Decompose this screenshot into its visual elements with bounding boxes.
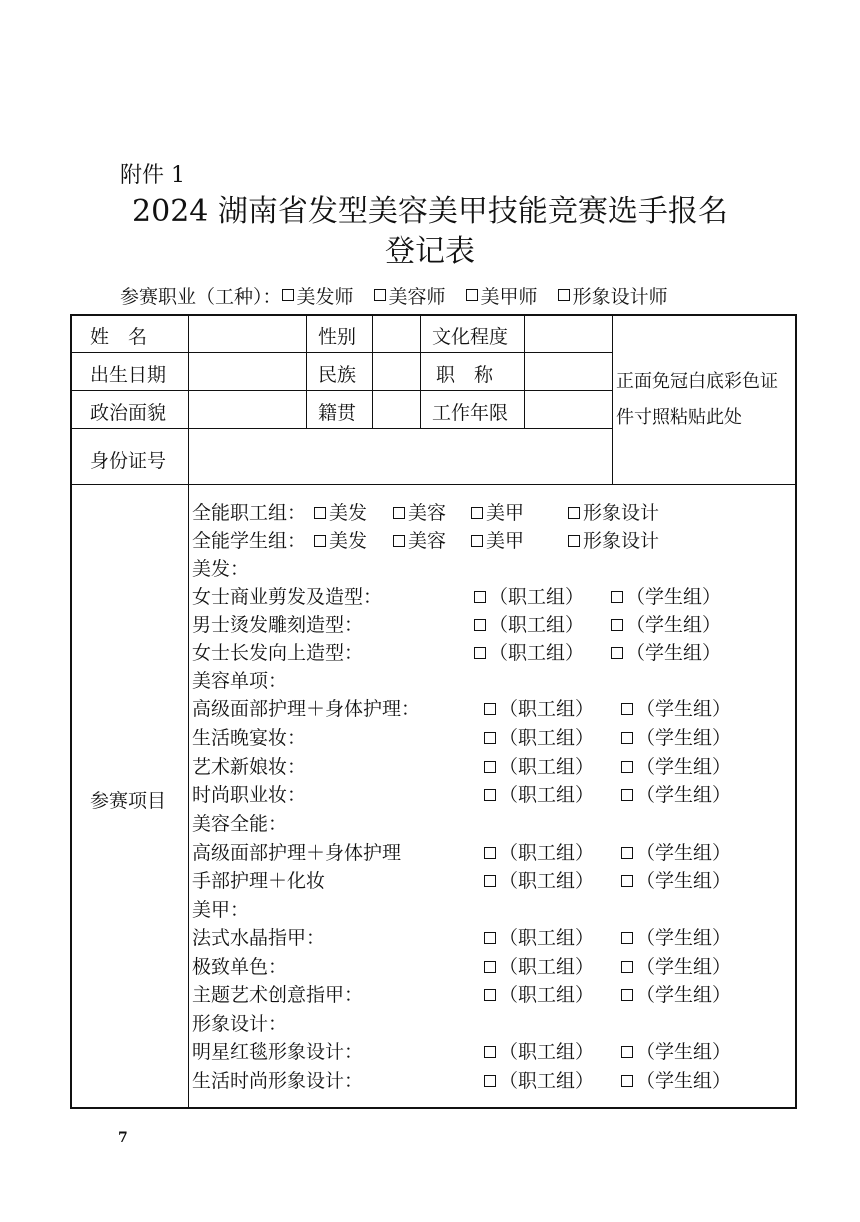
checkbox[interactable]	[484, 1075, 496, 1087]
student-group-option[interactable]: （学生组）	[621, 1037, 731, 1064]
staff-group-option[interactable]: （职工组）	[484, 923, 594, 950]
col-divider	[612, 314, 613, 484]
name-label: 姓 名	[90, 326, 148, 348]
group-heading: 美容单项：	[192, 670, 288, 692]
checkbox[interactable]	[621, 789, 633, 801]
form-title: 2024 湖南省发型美容美甲技能竞赛选手报名	[132, 194, 728, 229]
native-place-label: 籍贯	[318, 402, 357, 424]
checkbox[interactable]	[568, 507, 580, 519]
allround-option[interactable]: 美发	[314, 498, 367, 525]
checkbox[interactable]	[611, 591, 623, 603]
allround-option[interactable]: 美容	[393, 526, 446, 553]
checkbox[interactable]	[484, 875, 496, 887]
staff-group-option[interactable]: （职工组）	[484, 952, 594, 979]
group-heading: 美容全能：	[192, 813, 288, 835]
checkbox[interactable]	[611, 619, 623, 631]
student-group-option[interactable]: （学生组）	[611, 582, 721, 609]
staff-group-option[interactable]: （职工组）	[484, 866, 594, 893]
checkbox[interactable]	[474, 647, 486, 659]
staff-group-option[interactable]: （职工组）	[484, 1066, 594, 1093]
checkbox[interactable]	[558, 289, 570, 301]
occupation-label: 参赛职业（工种）：	[120, 286, 282, 308]
staff-group-option[interactable]: （职工组）	[474, 582, 584, 609]
checkbox[interactable]	[568, 535, 580, 547]
col-divider	[524, 314, 525, 428]
occupation-row	[120, 282, 688, 309]
checkbox[interactable]	[314, 507, 326, 519]
staff-group-option[interactable]: （职工组）	[474, 610, 584, 637]
allround-option[interactable]: 美甲	[471, 526, 524, 553]
checkbox[interactable]	[484, 761, 496, 773]
student-group-option[interactable]: （学生组）	[621, 1066, 731, 1093]
checkbox[interactable]	[282, 289, 294, 301]
occupation-option-manicurist[interactable]: 美甲师	[466, 282, 538, 309]
checkbox[interactable]	[314, 535, 326, 547]
id-number-label: 身份证号	[90, 450, 167, 472]
student-group-option[interactable]: （学生组）	[621, 980, 731, 1007]
student-group-option[interactable]: （学生组）	[621, 752, 731, 779]
staff-group-option[interactable]: （职工组）	[484, 1037, 594, 1064]
student-group-option[interactable]: （学生组）	[621, 866, 731, 893]
education-label: 文化程度	[432, 326, 509, 348]
group-heading: 形象设计：	[192, 1013, 288, 1035]
allround-label: 全能学生组：	[192, 530, 307, 552]
checkbox[interactable]	[621, 875, 633, 887]
staff-group-option[interactable]: （职工组）	[484, 694, 594, 721]
event-item-label: 女士长发向上造型：	[192, 642, 364, 664]
occupation-option-image-designer[interactable]: 形象设计师	[558, 282, 668, 309]
form-title-line2: 登记表	[385, 234, 475, 269]
allround-option[interactable]: 美发	[314, 526, 367, 553]
checkbox[interactable]	[484, 1046, 496, 1058]
student-group-option[interactable]: （学生组）	[621, 694, 731, 721]
event-item-label: 高级面部护理＋身体护理：	[192, 698, 421, 720]
checkbox[interactable]	[621, 732, 633, 744]
allround-option[interactable]: 美容	[393, 498, 446, 525]
student-group-option[interactable]: （学生组）	[621, 838, 731, 865]
staff-group-option[interactable]: （职工组）	[484, 752, 594, 779]
row-divider	[70, 352, 612, 353]
checkbox[interactable]	[484, 932, 496, 944]
checkbox[interactable]	[621, 703, 633, 715]
checkbox[interactable]	[621, 1075, 633, 1087]
col-divider	[372, 314, 373, 428]
checkbox[interactable]	[484, 732, 496, 744]
event-item-label: 艺术新娘妆：	[192, 756, 307, 778]
checkbox[interactable]	[621, 1046, 633, 1058]
allround-option[interactable]: 形象设计	[568, 526, 659, 553]
event-item-label: 明星红毯形象设计：	[192, 1041, 364, 1063]
col-divider	[306, 314, 307, 428]
checkbox[interactable]	[474, 591, 486, 603]
student-group-option[interactable]: （学生组）	[611, 638, 721, 665]
occupation-option-hairdresser[interactable]: 美发师	[282, 282, 354, 309]
occupation-option-beautician[interactable]: 美容师	[374, 282, 446, 309]
photo-area: 正面免冠白底彩色证件寸照粘贴此处	[616, 371, 778, 428]
checkbox[interactable]	[611, 647, 623, 659]
gender-label: 性别	[318, 326, 357, 348]
event-item-label: 时尚职业妆：	[192, 784, 307, 806]
checkbox[interactable]	[374, 289, 386, 301]
row-divider	[70, 390, 612, 391]
event-item-label: 生活时尚形象设计：	[192, 1070, 364, 1092]
checkbox[interactable]	[484, 847, 496, 859]
checkbox[interactable]	[484, 789, 496, 801]
staff-group-option[interactable]: （职工组）	[484, 780, 594, 807]
work-years-label: 工作年限	[432, 402, 509, 424]
checkbox[interactable]	[466, 289, 478, 301]
checkbox[interactable]	[471, 507, 483, 519]
staff-group-option[interactable]: （职工组）	[484, 980, 594, 1007]
allround-option[interactable]: 形象设计	[568, 498, 659, 525]
student-group-option[interactable]: （学生组）	[621, 923, 731, 950]
checkbox[interactable]	[393, 507, 405, 519]
checkbox[interactable]	[621, 847, 633, 859]
checkbox[interactable]	[484, 703, 496, 715]
staff-group-option[interactable]: （职工组）	[484, 838, 594, 865]
event-item-label: 法式水晶指甲：	[192, 927, 326, 949]
event-item-label: 极致单色：	[192, 956, 288, 978]
job-title-label: 职 称	[436, 364, 494, 386]
event-item-label: 男士烫发雕刻造型：	[192, 614, 364, 636]
checkbox[interactable]	[621, 932, 633, 944]
attachment-label: 附件 1	[120, 163, 185, 188]
col-divider	[188, 314, 189, 1109]
student-group-option[interactable]: （学生组）	[621, 780, 731, 807]
checkbox[interactable]	[621, 761, 633, 773]
checkbox[interactable]	[621, 961, 633, 973]
checkbox[interactable]	[474, 619, 486, 631]
staff-group-option[interactable]: （职工组）	[484, 723, 594, 750]
event-item-label: 生活晚宴妆：	[192, 727, 307, 749]
event-item-label: 女士商业剪发及造型：	[192, 586, 383, 608]
allround-option[interactable]: 美甲	[471, 498, 524, 525]
event-item-label: 手部护理＋化妆	[192, 870, 326, 892]
col-divider	[420, 314, 421, 428]
row-divider	[70, 428, 612, 429]
row-divider	[70, 484, 797, 485]
birthdate-label: 出生日期	[90, 364, 167, 386]
page-number: 7	[118, 1130, 128, 1146]
checkbox[interactable]	[471, 535, 483, 547]
checkbox[interactable]	[484, 989, 496, 1001]
group-heading: 美甲：	[192, 899, 250, 921]
checkbox[interactable]	[393, 535, 405, 547]
student-group-option[interactable]: （学生组）	[621, 723, 731, 750]
ethnicity-label: 民族	[318, 364, 357, 386]
allround-label: 全能职工组：	[192, 502, 307, 524]
staff-group-option[interactable]: （职工组）	[474, 638, 584, 665]
student-group-option[interactable]: （学生组）	[621, 952, 731, 979]
student-group-option[interactable]: （学生组）	[611, 610, 721, 637]
events-label: 参赛项目	[90, 790, 167, 812]
event-item-label: 高级面部护理＋身体护理	[192, 842, 402, 864]
checkbox[interactable]	[621, 989, 633, 1001]
political-status-label: 政治面貌	[90, 402, 167, 424]
checkbox[interactable]	[484, 961, 496, 973]
event-item-label: 主题艺术创意指甲：	[192, 984, 364, 1006]
group-heading: 美发：	[192, 558, 250, 580]
